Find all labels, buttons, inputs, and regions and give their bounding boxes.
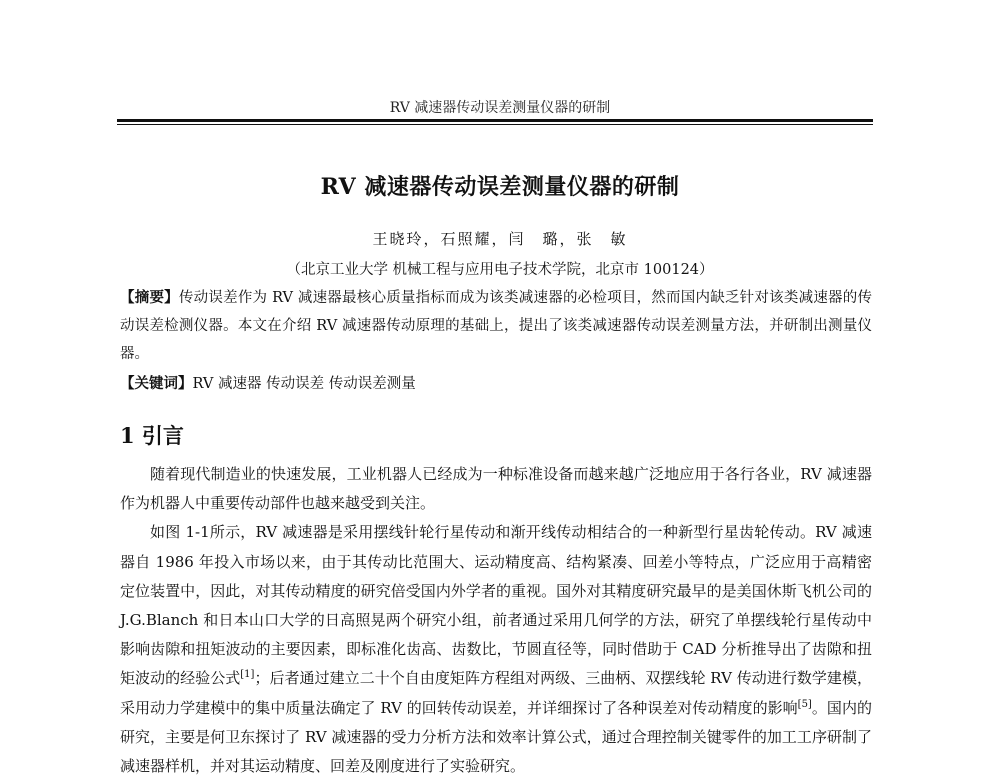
author-list: 王晓玲，石照耀，闫 璐，张 敏 <box>372 230 628 248</box>
abstract-label: 【摘要】 <box>120 289 179 306</box>
body-text <box>120 460 872 781</box>
abstract <box>120 284 872 368</box>
header-rule-thick <box>117 119 873 122</box>
section-heading: 1 引言 <box>120 423 184 448</box>
paper-title: RV 减速器传动误差测量仪器的研制 <box>320 174 680 200</box>
paragraph-2-part-3: 。国内的研究，主要是何卫东探讨了 RV 减速器的受力分析方法和效率计算公式，通过合理控制关键零件的加工工序研制了减速器样机，并对其运动精度、回差及刚度进行了实验研究。 <box>120 698 872 776</box>
paragraph-2-part-1: 如图 1-1所示，RV 减速器是采用摆线针轮行星传动和渐开线传动相结合的一种新型行星齿轮传动。RV 减速器自 1986 年投入市场以来，由于其传动比范围大、运动精度高、结构紧凑、回差小等特点，广泛应用于高精密定位装置中，因此，对其传动精度的研究倍受国内外学者的重视。国外对其精度研究最早的是美国休斯飞机公司的 J.G.Blanch 和日本山口大学的日高照晃两个研究小组，前者通过采用几何学的方法，研究了单摆线轮行星传动中影响齿隙和扭矩波动的主要因素，即标准化齿高、齿数比，节圆直径等，同时借助于 CAD 分析推导出了齿隙和扭矩波动的经验公式 <box>120 523 872 688</box>
paragraph-2-part-2: ；后者通过建立二十个自由度矩阵方程组对两级、三曲柄、双摆线轮 RV 传动进行数学建模，采用动力学建模中的集中质量法确定了 RV 的回转传动误差，并详细探讨了各种误差对传动精度的影响 <box>120 669 872 717</box>
keywords-text: RV 减速器 传动误差 传动误差测量 <box>192 376 416 392</box>
citation-1: [1] <box>240 669 255 681</box>
keywords <box>120 370 872 398</box>
citation-5: [5] <box>797 698 812 710</box>
running-head: RV 减速器传动误差测量仪器的研制 <box>389 100 611 116</box>
affiliation: （北京工业大学 机械工程与应用电子技术学院，北京市 100124） <box>286 262 714 278</box>
paragraph-1: 随着现代制造业的快速发展，工业机器人已经成为一种标准设备而越来越广泛地应用于各行各业，RV 减速器作为机器人中重要传动部件也越来越受到关注。 <box>120 465 872 513</box>
keywords-label: 【关键词】 <box>120 375 193 392</box>
header-rule-thin <box>117 124 873 125</box>
abstract-text: 传动误差作为 RV 减速器最核心质量指标而成为该类减速器的必检项目，然而国内缺乏针对该类减速器的传动误差检测仪器。本文在介绍 RV 减速器传动原理的基础上，提出了该类减速器传动误差测量方法，并研制出测量仪器。 <box>120 290 873 362</box>
paragraph-2 <box>120 518 872 781</box>
